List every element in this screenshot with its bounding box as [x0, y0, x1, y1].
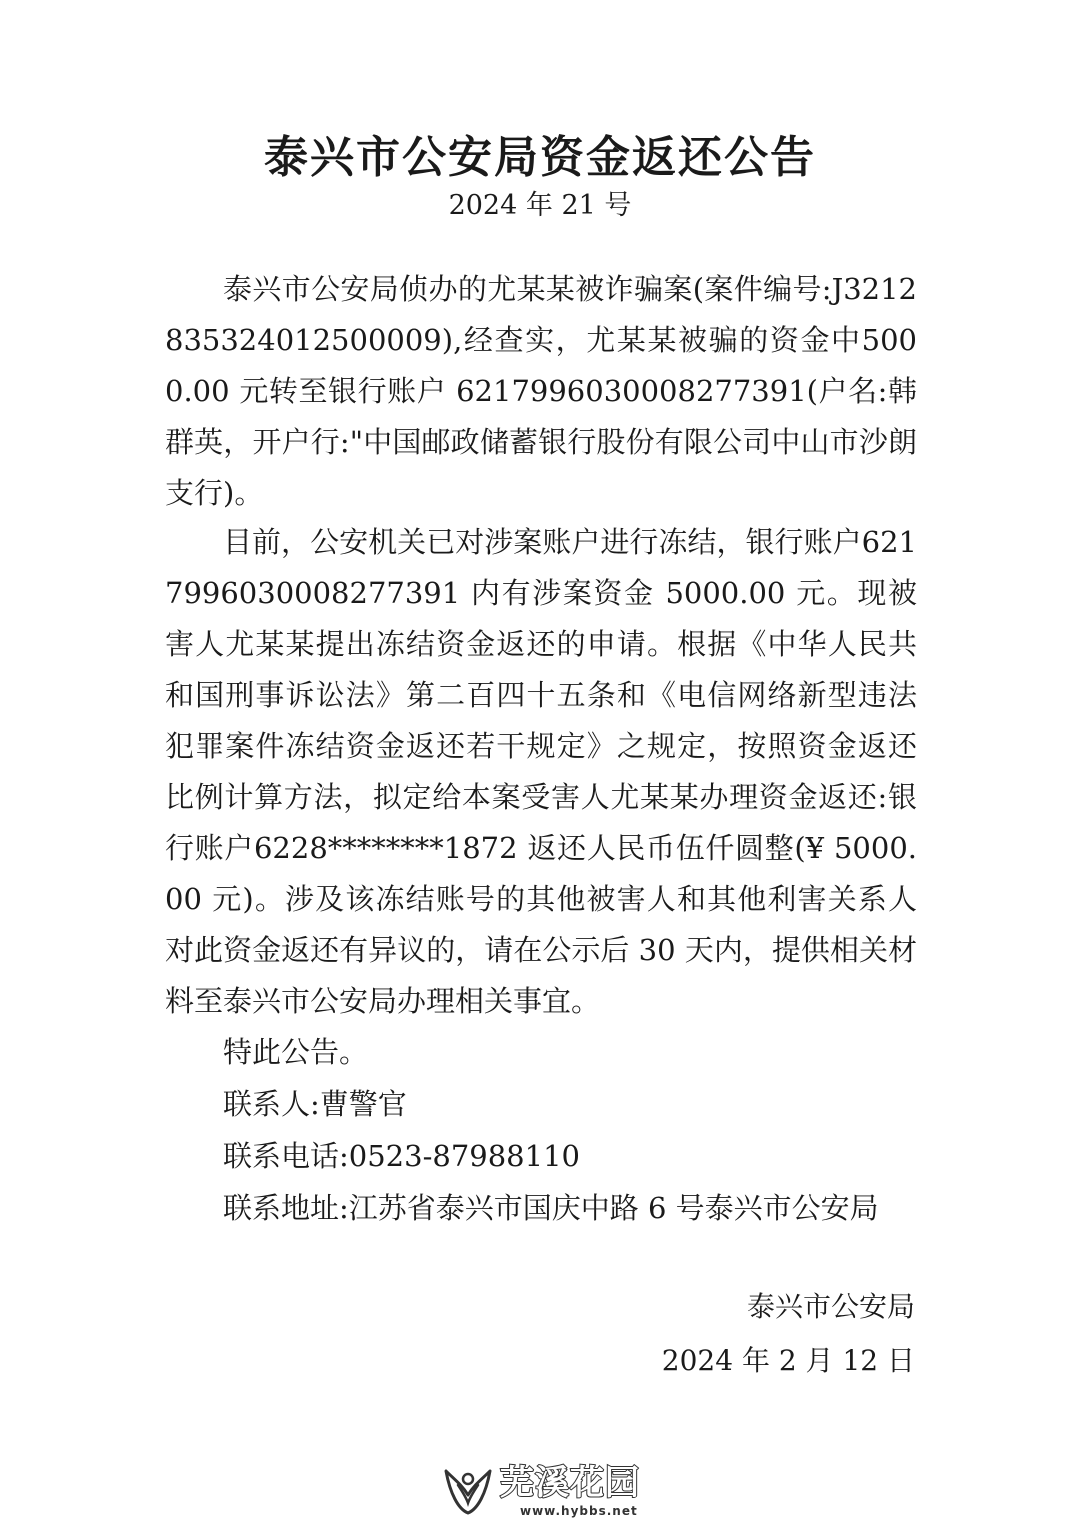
signature-organization: 泰兴市公安局	[746, 1290, 915, 1323]
contact-phone: 联系电话:0523-87988110	[223, 1139, 580, 1173]
signature-date: 2024 年 2 月 12 日	[661, 1344, 915, 1377]
watermark	[440, 1463, 645, 1521]
body-paragraph-1: 泰兴市公安局侦办的尤某某被诈骗案(案件编号:J3212835324012500009),经查实，尤某某被骗的资金中5000.00 元转至银行账户 6217996030008277391(户名:韩群英，开户行:"中国邮政储蓄银行股份有限公司中山市沙朗支行)。	[165, 272, 917, 510]
closing-line: 特此公告。	[223, 1035, 369, 1069]
watermark-url: www.hybbs.net	[520, 1504, 638, 1518]
watermark-text: 芜溪花园	[500, 1463, 640, 1503]
contact-address: 联系地址:江苏省泰兴市国庆中路 6 号泰兴市公安局	[223, 1191, 879, 1225]
document-title: 泰兴市公安局资金返还公告	[264, 132, 816, 183]
flower-logo-icon	[440, 1465, 496, 1517]
document-number: 2024 年 21 号	[448, 190, 632, 221]
body-paragraph-2: 目前，公安机关已对涉案账户进行冻结，银行账户6217996030008277391 内有涉案资金 5000.00 元。现被害人尤某某提出冻结资金返还的申请。根据《中华人民共和国刑事诉讼法》第二百四十五条和《电信网络新型违法犯罪案件冻结资金返还若干规定》之规定，按照资金返还比例计算方法，拟定给本案受害人尤某某办理资金返还:银行账户6228********1872 返还人民币伍仟圆整(¥ 5000.00 元)。涉及该冻结账号的其他被害人和其他利害关系人对此资金返还有异议的，请在公示后 30 天内，提供相关材料至泰兴市公安局办理相关事宜。	[165, 525, 917, 1018]
contact-person: 联系人:曹警官	[223, 1087, 407, 1121]
